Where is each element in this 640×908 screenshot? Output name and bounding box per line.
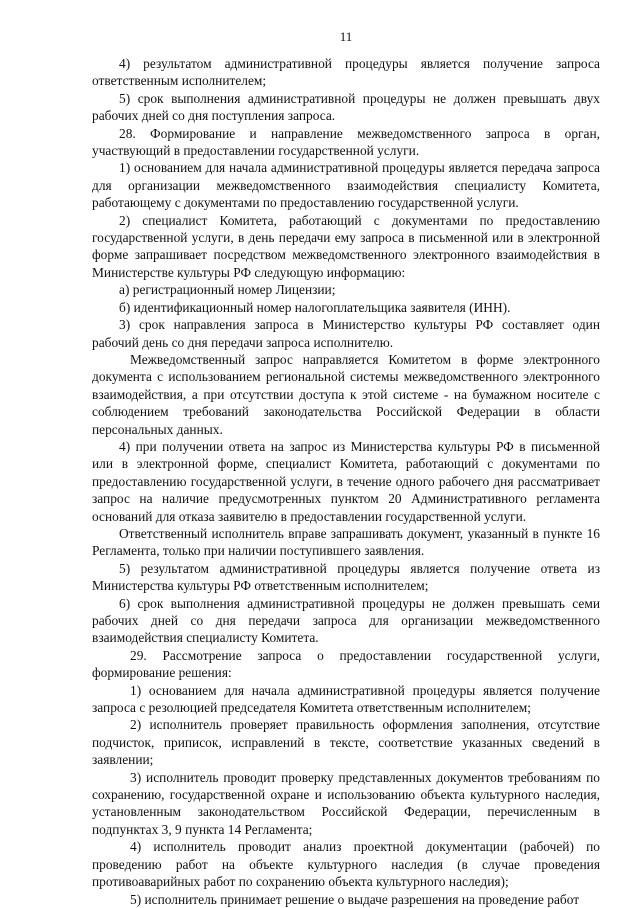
paragraph-29-4: 4) исполнитель проводит анализ проектной документации (рабочей) по проведению работ на объекте культурного наследия (в случае проведения противоаварийных работ по сохранению объекта культурного наследия); <box>92 839 600 890</box>
document-body <box>92 55 600 908</box>
paragraph-section-29-heading: 29. Рассмотрение запроса о предоставлении государственной услуги, формирование решения: <box>92 647 600 681</box>
paragraph-28-2-a: а) регистрационный номер Лицензии; <box>119 282 336 298</box>
paragraph-28-1: 1) основанием для начала административной процедуры является передача запроса для организации межведомственного взаимодействия специалисту Комитета, работающему с документами по предоставлению государственной услуги. <box>92 160 600 211</box>
paragraph-29-5: 5) исполнитель принимает решение о выдаче разрешения на проведение работ <box>130 891 580 907</box>
paragraph-28-5: 5) результатом административной процедуры является получение ответа из Министерства культуры РФ ответственным исполнителем; <box>92 560 600 594</box>
paragraph-29-3: 3) исполнитель проводит проверку представленных документов требованиям по сохранению, государственной охране и использованию объекта культурного наследия, установленным законодательством Российской Федерации, перечисленным в подпунктах 3, 9 пункта 14 Регламента; <box>92 769 600 837</box>
paragraph-section-28-heading: 28. Формирование и направление межведомственного запроса в орган, участвующий в предоставлении государственной услуги. <box>92 125 600 159</box>
paragraph-28-3: 3) срок направления запроса в Министерство культуры РФ составляет один рабочий день со дня передачи запроса исполнителю. <box>92 317 600 350</box>
paragraph-28-4: 4) при получении ответа на запрос из Министерства культуры РФ в письменной или в электронной форме, специалист Комитета, работающий с документами по предоставлению государственной услуги, в течение одного рабочего дня рассматривает запрос на наличие предусмотренных пунктом 20 Административного регламента оснований для отказа заявителю в предоставлении государственной услуги. <box>92 438 600 524</box>
paragraph-interagency-request: Межведомственный запрос направляется Комитетом в форме электронного документа с использованием региональной системы межведомственного электронного взаимодействия, а при отсутствии доступа к этой системе - на бумажном носителе с соблюдением требований законодательства Российской Федерации в области персональных данных. <box>92 351 600 437</box>
document-page <box>92 0 600 905</box>
paragraph-29-1: 1) основанием для начала административной процедуры является получение запроса с резолюцией председателя Комитета ответственным исполнителем; <box>92 682 600 716</box>
paragraph-28-2: 2) специалист Комитета, работающий с документами по предоставлению государственной услуги, в день передачи ему запроса в письменной или в электронной форме запрашивает посредством межведомственного электронного взаимодействия в Министерстве культуры РФ следующую информацию: <box>92 212 600 280</box>
paragraph-29-2: 2) исполнитель проверяет правильность оформления заполнения, отсутствие подчисток, приписок, исправлений в тексте, соответствие указанных сведений в заявлении; <box>92 717 600 768</box>
paragraph-28-2-b: б) идентификационный номер налогоплательщика заявителя (ИНН). <box>119 299 511 315</box>
paragraph-28-6: 6) срок выполнения административной процедуры не должен превышать семи рабочих дней со дня передачи запроса для организации межведомственного взаимодействия специалисту Комитета. <box>92 595 600 646</box>
paragraph-p4-result: 4) результатом административной процедуры является получение запроса ответственным исполнителем; <box>92 56 600 89</box>
page-number: 11 <box>339 29 353 44</box>
paragraph-responsible-executor: Ответственный исполнитель вправе запрашивать документ, указанный в пункте 16 Регламента, только при наличии поступившего заявления. <box>92 525 600 559</box>
paragraph-p5-deadline: 5) срок выполнения административной процедуры не должен превышать двух рабочих дней со дня поступления запроса. <box>92 90 600 124</box>
